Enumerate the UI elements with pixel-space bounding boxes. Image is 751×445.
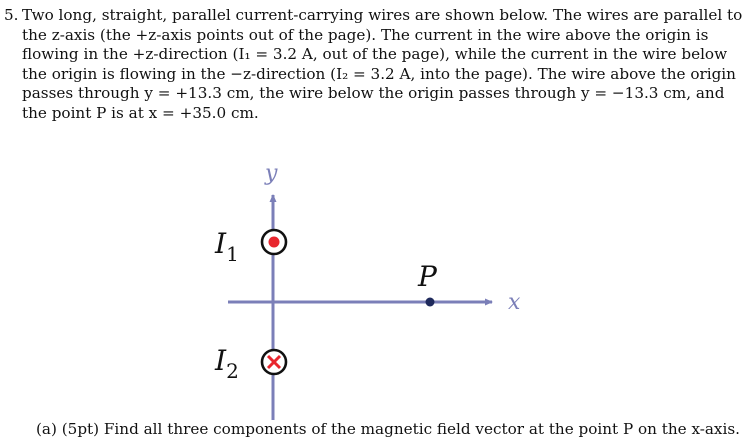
- wire-1-out-of-page: [262, 230, 286, 254]
- wire-1-label: $I_1$: [215, 227, 239, 266]
- x-axis-label: x: [508, 290, 521, 315]
- problem-line-6: the point P is at x = +35.0 cm.: [22, 103, 259, 122]
- dot-icon: [269, 237, 280, 248]
- wire-2-subscript: 2: [226, 359, 239, 383]
- part-a-question: (a) (5pt) Find all three components of the magnetic field vector at the point P on the x-axis.: [36, 420, 740, 438]
- wire-1-subscript: 1: [226, 242, 239, 266]
- problem-line-3: flowing in the +z-direction (I₁ = 3.2 A, out of the page), while the current in the wire below: [22, 45, 728, 64]
- wire-2-into-page: [262, 350, 286, 374]
- problem-line-2: the z-axis (the +z-axis points out of the page). The current in the wire above the origin is: [22, 25, 709, 44]
- y-axis-label: y: [265, 161, 278, 186]
- problem-number: 5.: [4, 6, 19, 24]
- point-p: [426, 298, 435, 307]
- problem-text-1: Two long, straight, parallel current-carrying wires are shown below. The wires are parallel to: [22, 6, 743, 24]
- problem-line-5: passes through y = +13.3 cm, the wire below the origin passes through y = −13.3 cm, and: [22, 84, 725, 103]
- point-p-label: P: [418, 260, 437, 293]
- problem-line-4: the origin is flowing in the −z-direction (I₂ = 3.2 A, into the page). The wire above the origin: [22, 64, 736, 83]
- wire-2-label: $I_2$: [215, 344, 239, 383]
